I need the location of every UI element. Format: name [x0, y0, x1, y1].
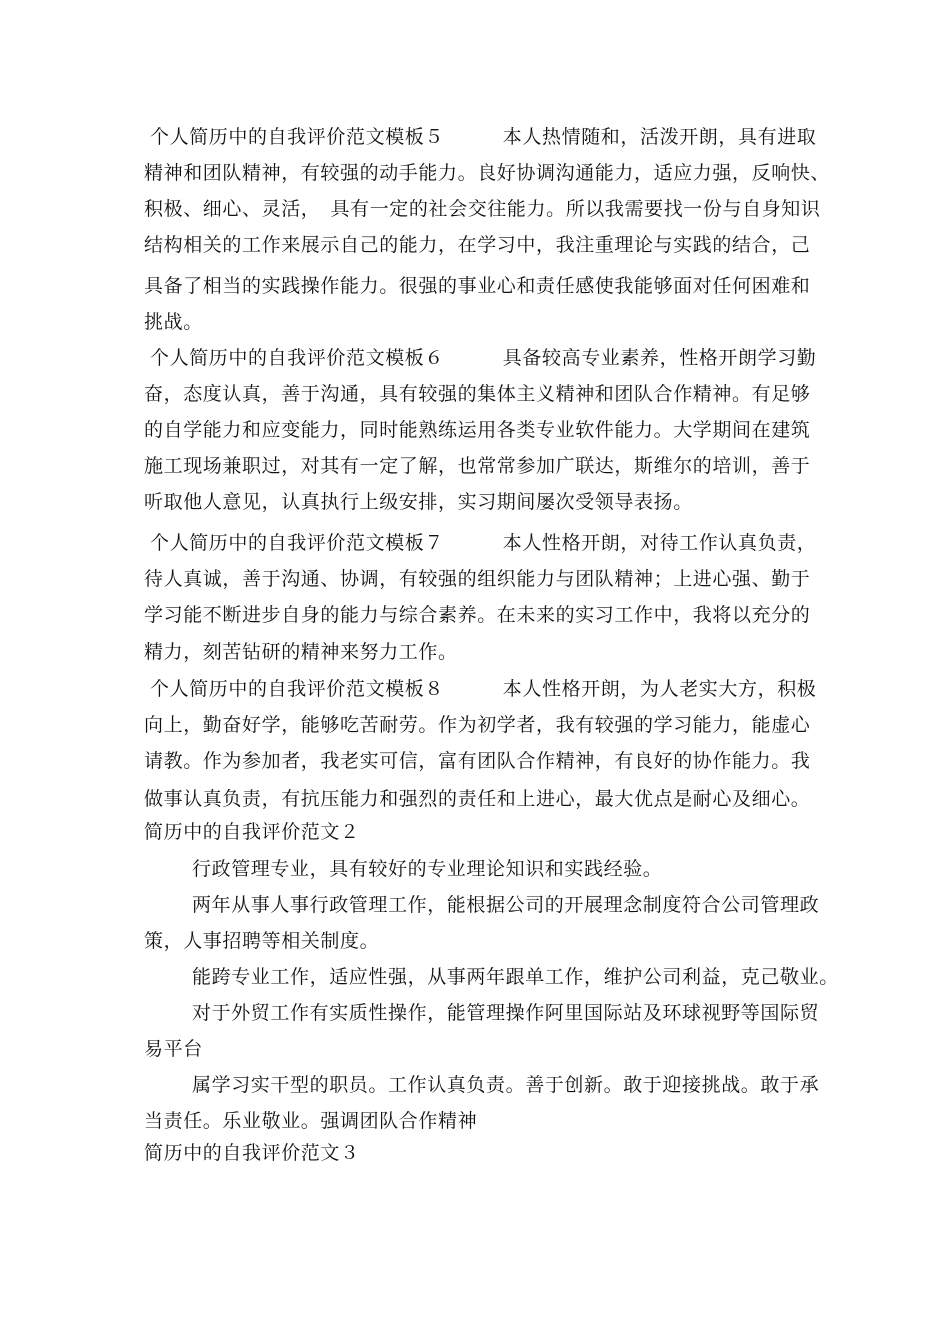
template-5-heading-line: 个人简历中的自我评价范文模板５ 本人热情随和，活泼开朗，具有进取	[150, 126, 817, 148]
text-line: 请教。作为参加者，我老实可信，富有团队合作精神，有良好的协作能力。我	[144, 750, 811, 772]
template-6-heading-line: 个人简历中的自我评价范文模板６ 具备较高专业素养，性格开朗学习勤	[150, 347, 817, 369]
text-line: 做事认真负责，有抗压能力和强烈的责任和上进心，最大优点是耐心及细心。	[144, 788, 811, 810]
paragraph-line: 策，人事招聘等相关制度。	[144, 930, 380, 952]
text-line: 的自学能力和应变能力，同时能熟练运用各类专业软件能力。大学期间在建筑	[144, 419, 811, 441]
paragraph-line: 当责任。乐业敬业。强调团队合作精神	[144, 1110, 478, 1132]
template-7-heading-line: 个人简历中的自我评价范文模板７ 本人性格开朗，对待工作认真负责，	[150, 532, 817, 554]
paragraph-line: 能跨专业工作，适应性强，从事两年跟单工作，维护公司利益，克己敬业。	[192, 966, 839, 988]
section-heading-2: 简历中的自我评价范文２	[144, 821, 360, 843]
text-line: 精力，刻苦钻研的精神来努力工作。	[144, 641, 458, 663]
text-line: 听取他人意见，认真执行上级安排，实习期间屡次受领导表扬。	[144, 491, 693, 513]
paragraph-line: 行政管理专业，具有较好的专业理论知识和实践经验。	[192, 858, 663, 880]
text-line: 精神和团队精神，有较强的动手能力。良好协调沟通能力，适应力强，反响快、	[144, 162, 831, 184]
text-line: 施工现场兼职过，对其有一定了解，也常常参加广联达，斯维尔的培训，善于	[144, 455, 811, 477]
section-heading-3: 简历中的自我评价范文３	[144, 1142, 360, 1164]
text-line: 奋，态度认真，善于沟通，具有较强的集体主义精神和团队合作精神。有足够	[144, 383, 811, 405]
text-line: 具备了相当的实践操作能力。很强的事业心和责任感使我能够面对任何困难和	[144, 275, 811, 297]
template-8-heading-line: 个人简历中的自我评价范文模板８ 本人性格开朗，为人老实大方，积极	[150, 678, 817, 700]
text-line: 挑战。	[144, 311, 203, 333]
paragraph-line: 易平台	[144, 1038, 203, 1060]
text-line: 积极、细心、灵活， 具有一定的社会交往能力。所以我需要找一份与自身知识	[144, 198, 821, 220]
paragraph-line: 两年从事人事行政管理工作，能根据公司的开展理念制度符合公司管理政	[192, 894, 820, 916]
text-line: 待人真诚，善于沟通、协调，有较强的组织能力与团队精神；上进心强、勤于	[144, 568, 811, 590]
text-line: 向上，勤奋好学，能够吃苦耐劳。作为初学者，我有较强的学习能力，能虚心	[144, 714, 811, 736]
text-line: 学习能不断进步自身的能力与综合素养。在未来的实习工作中，我将以充分的	[144, 604, 811, 626]
paragraph-line: 属学习实干型的职员。工作认真负责。善于创新。敢于迎接挑战。敢于承	[192, 1074, 820, 1096]
text-line: 结构相关的工作来展示自己的能力，在学习中，我注重理论与实践的结合，己	[144, 234, 811, 256]
paragraph-line: 对于外贸工作有实质性操作，能管理操作阿里国际站及环球视野等国际贸	[192, 1002, 820, 1024]
